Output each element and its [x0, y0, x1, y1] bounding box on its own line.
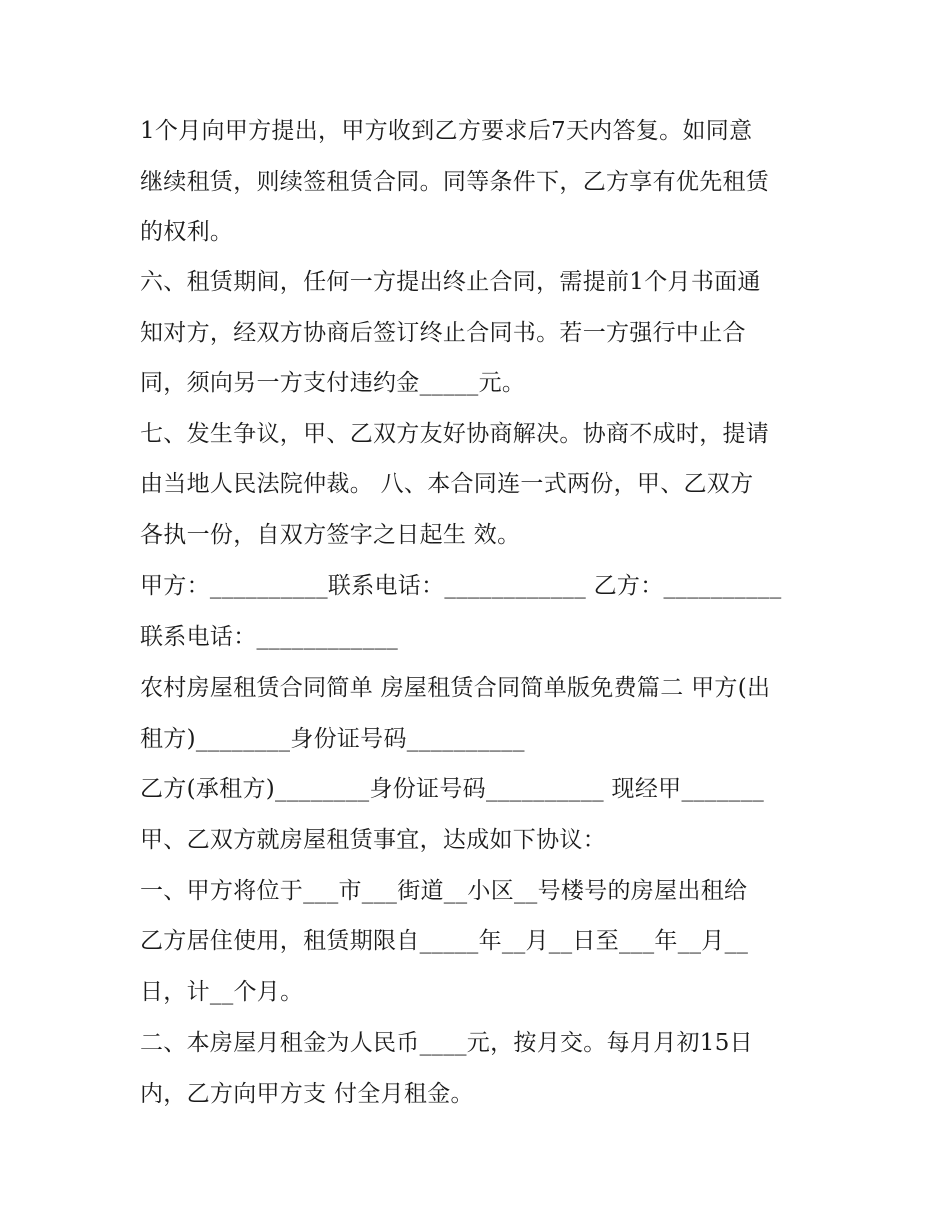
- text-line: 六、租赁期间，任何一方提出终止合同，需提前1个月书面通: [140, 269, 761, 295]
- text-line: 由当地人民法院仲裁。 八、本合同连一式两份，甲、乙双方: [140, 471, 754, 497]
- text-line: 乙方居住使用，租赁期限自_____年__月__日至___年__月__: [140, 928, 749, 954]
- text-line: 各执一份，自双方签字之日起生 效。: [140, 522, 521, 548]
- text-line: 1个月向甲方提出，甲方收到乙方要求后7天内答复。如同意: [140, 118, 753, 144]
- text-line: 的权利。: [140, 219, 234, 245]
- text-line: 同，须向另一方支付违约金_____元。: [140, 370, 526, 396]
- text-line: 租方)________身份证号码__________: [140, 726, 525, 752]
- text-line: 乙方(承租方)________身份证号码__________ 现经甲_______: [140, 776, 765, 802]
- text-line: 一、甲方将位于___市___街道__小区__号楼号的房屋出租给: [140, 878, 748, 904]
- text-line: 继续租赁，则续签租赁合同。同等条件下，乙方享有优先租赁: [140, 169, 770, 195]
- text-line: 知对方，经双方协商后签订终止合同书。若一方强行中止合: [140, 320, 746, 346]
- text-line: 联系电话：____________: [140, 624, 399, 650]
- text-line: 甲方：__________联系电话：____________ 乙方：__________: [140, 573, 782, 599]
- text-line: 内，乙方向甲方支 付全月租金。: [140, 1081, 474, 1107]
- text-line: 甲、乙双方就房屋租赁事宜，达成如下协议：: [140, 827, 606, 853]
- text-line: 二、本房屋月租金为人民币____元，按月交。每月月初15日: [140, 1030, 753, 1056]
- text-line: 七、发生争议，甲、乙双方友好协商解决。协商不成时，提请: [140, 421, 770, 447]
- text-line: 农村房屋租赁合同简单 房屋租赁合同简单版免费篇二 甲方(出: [140, 675, 771, 701]
- text-line: 日，计__个月。: [140, 979, 304, 1005]
